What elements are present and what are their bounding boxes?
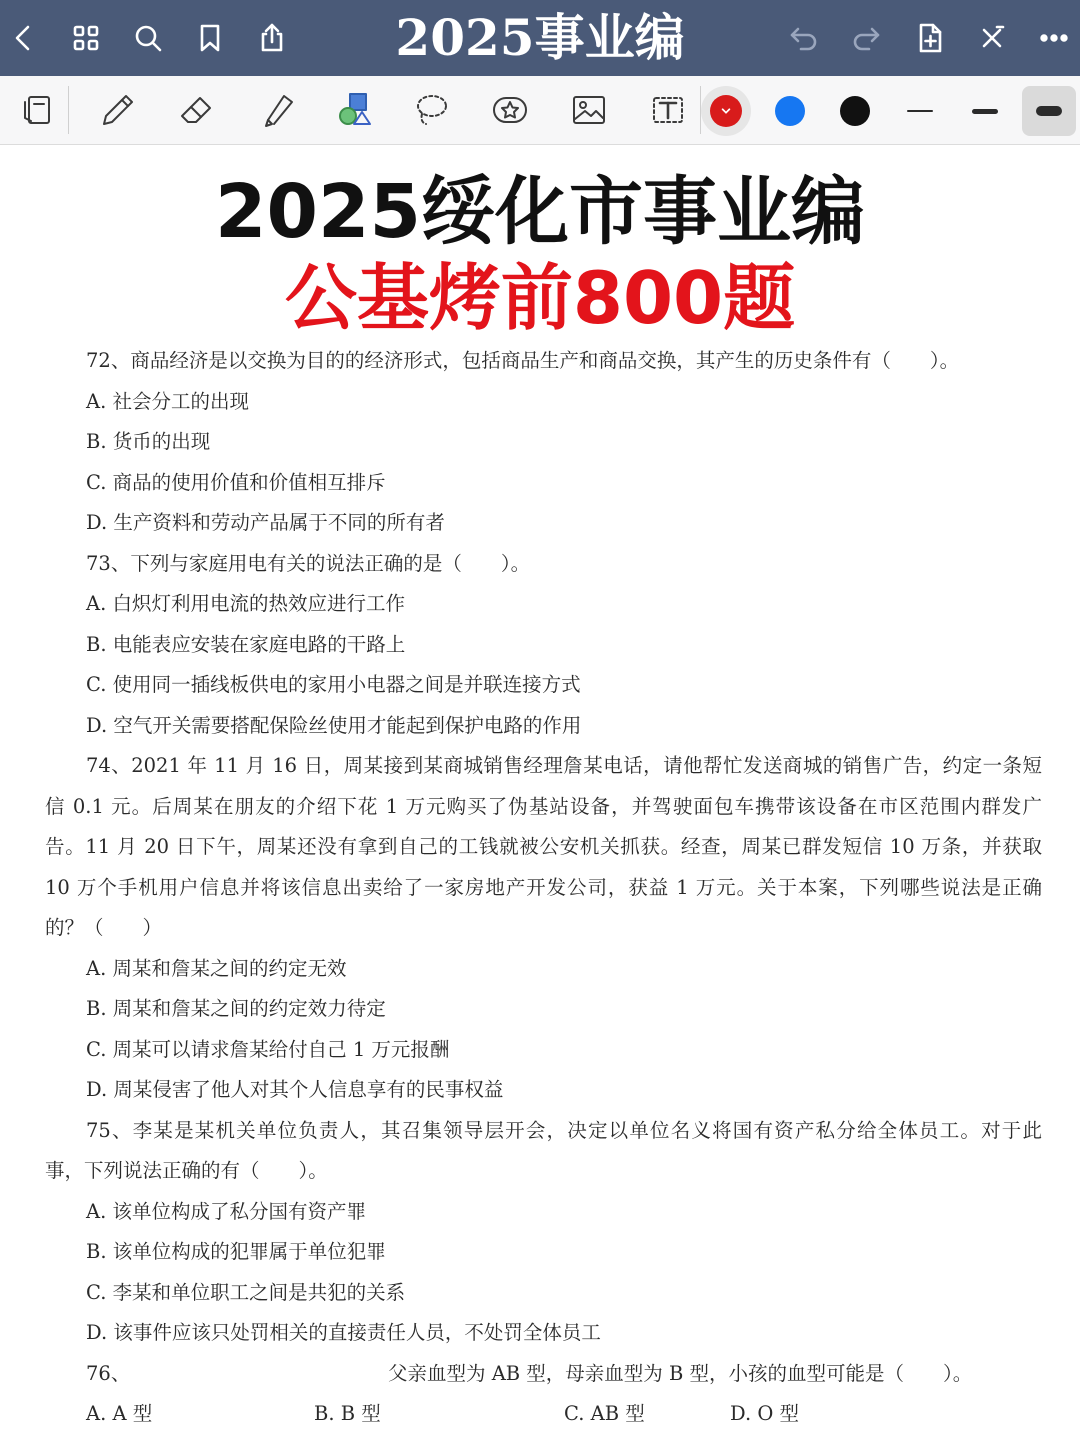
question-stem: 10 万个手机用户信息并将该信息出卖给了一家房地产开发公司，获益 1 万元。关于本案，下列哪些说法是正确	[45, 876, 1042, 899]
shapes-icon[interactable]	[326, 82, 382, 138]
question-option: B. B 型	[314, 1402, 381, 1425]
question-stem: 72、商品经济是以交换为目的的经济形式，包括商品生产和商品交换，其产生的历史条件有（ ）。	[86, 349, 960, 372]
add-page-icon[interactable]	[906, 14, 954, 62]
question-option: B. 货币的出现	[86, 430, 211, 453]
toolbar-divider	[68, 86, 69, 134]
question-stem: 的？（ ）	[45, 916, 163, 939]
sticker-icon[interactable]	[482, 82, 538, 138]
back-icon[interactable]	[0, 14, 48, 62]
question-option: D. 空气开关需要搭配保险丝使用才能起到保护电路的作用	[86, 714, 582, 737]
lasso-icon[interactable]	[404, 82, 460, 138]
color-red-swatch	[710, 95, 742, 127]
question-option: C. AB 型	[564, 1402, 645, 1425]
question-option: B. 电能表应安装在家庭电路的干路上	[86, 633, 406, 656]
question-option: C. 使用同一插线板供电的家用小电器之间是并联连接方式	[86, 673, 581, 696]
question-option: B. 该单位构成的犯罪属于单位犯罪	[86, 1240, 386, 1263]
image-icon[interactable]	[561, 82, 617, 138]
stroke-thick-option[interactable]	[1022, 86, 1076, 136]
more-icon[interactable]	[1030, 14, 1078, 62]
color-black-swatch[interactable]	[840, 96, 870, 126]
undo-icon[interactable]	[780, 14, 828, 62]
question-stem: 事，下列说法正确的有（ ）。	[45, 1159, 328, 1182]
bookmark-icon[interactable]	[186, 14, 234, 62]
app-title: 2025事业编	[395, 8, 685, 67]
question-option: D. 周某侵害了他人对其个人信息享有的民事权益	[86, 1078, 504, 1101]
question-stem: 75、李某是某机关单位负责人，其召集领导层开会，决定以单位名义将国有资产私分给全体员工。对于此	[86, 1119, 1042, 1142]
question-stem: 父亲血型为 AB 型，母亲血型为 B 型，小孩的血型可能是（ ）。	[388, 1362, 973, 1385]
close-icon[interactable]	[968, 14, 1016, 62]
question-option: B. 周某和詹某之间的约定效力待定	[86, 997, 386, 1020]
stroke-thin-option[interactable]	[893, 86, 947, 136]
question-option: A. A 型	[86, 1402, 153, 1425]
question-stem: 74、2021 年 11 月 16 日，周某接到某商城销售经理詹某电话，请他帮忙发送商城的销售广告，约定一条短	[86, 754, 1042, 777]
question-option: D. O 型	[730, 1402, 800, 1425]
question-option: A. 周某和詹某之间的约定无效	[86, 957, 347, 980]
document-subtitle: 公基烤前800题	[284, 256, 796, 340]
question-option: C. 周某可以请求詹某给付自己 1 万元报酬	[86, 1038, 450, 1061]
color-swatch-selected[interactable]	[701, 86, 751, 136]
question-stem: 告。11 月 20 日下午，周某还没有拿到自己的工钱就被公安机关抓获。经查，周某已群发短信 10 万条，并获取	[45, 835, 1042, 858]
annotation-toolbar	[0, 76, 1080, 145]
share-icon[interactable]	[248, 14, 296, 62]
question-option: C. 商品的使用价值和价值相互排斥	[86, 471, 386, 494]
color-blue-swatch[interactable]	[775, 96, 805, 126]
question-option: D. 生产资料和劳动产品属于不同的所有者	[86, 511, 445, 534]
question-number: 76、	[86, 1362, 131, 1385]
grid-icon[interactable]	[62, 14, 110, 62]
stroke-medium-option[interactable]	[958, 86, 1012, 136]
chevron-down-icon	[720, 105, 732, 117]
question-option: A. 白炽灯利用电流的热效应进行工作	[86, 592, 405, 615]
question-option: C. 李某和单位职工之间是共犯的关系	[86, 1281, 406, 1304]
question-option: A. 社会分工的出现	[86, 390, 249, 413]
question-option: A. 该单位构成了私分国有资产罪	[86, 1200, 366, 1223]
title-bar	[0, 0, 1080, 76]
search-icon[interactable]	[124, 14, 172, 62]
redo-icon[interactable]	[842, 14, 890, 62]
eraser-icon[interactable]	[168, 82, 224, 138]
pen-icon[interactable]	[88, 82, 144, 138]
layout-toggle-icon[interactable]	[10, 82, 66, 138]
question-stem: 信 0.1 元。后周某在朋友的介绍下花 1 万元购买了伪基站设备，并驾驶面包车携带该设备在市区范围内群发广	[45, 795, 1042, 818]
text-tool-icon[interactable]	[640, 82, 696, 138]
document-title: 2025绥化市事业编	[215, 169, 865, 255]
highlighter-icon[interactable]	[248, 82, 304, 138]
question-stem: 73、下列与家庭用电有关的说法正确的是（ ）。	[86, 552, 531, 575]
question-option: D. 该事件应该只处罚相关的直接责任人员，不处罚全体员工	[86, 1321, 601, 1344]
